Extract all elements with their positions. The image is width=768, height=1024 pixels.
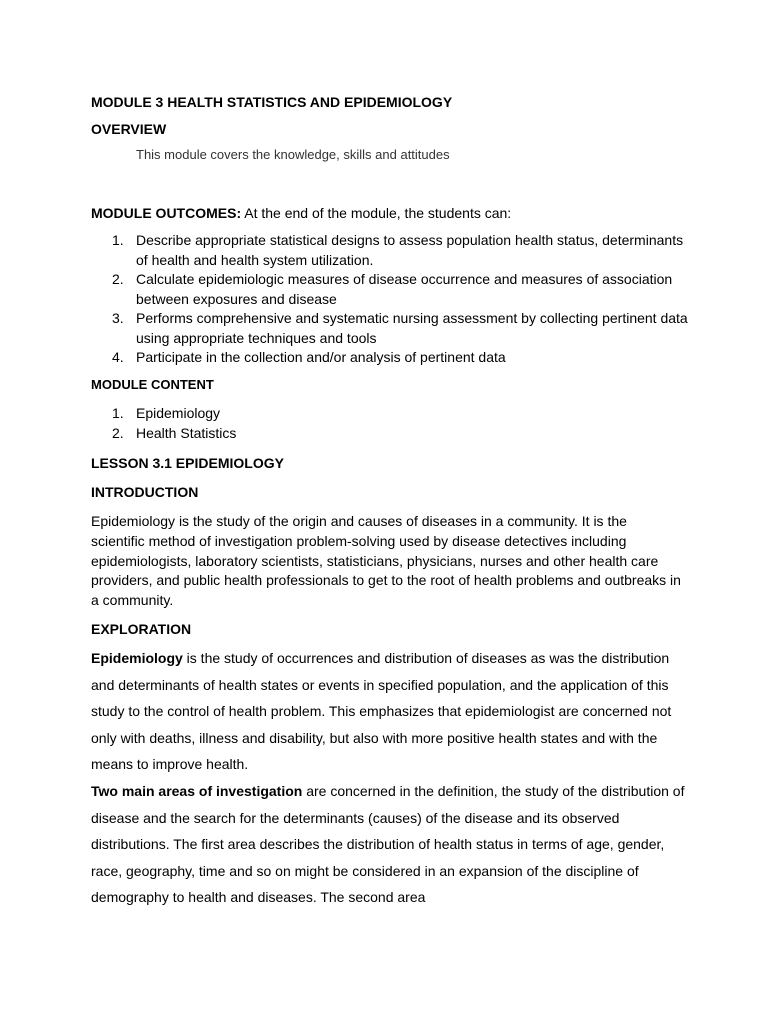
list-item [91,309,691,348]
introduction-heading: INTRODUCTION [91,484,199,500]
overview-text: This module covers the knowledge, skills and attitudes [136,147,450,162]
list-item [91,424,691,444]
module-outcomes-line [91,205,511,222]
list-item [91,404,691,424]
content-list [91,404,691,443]
list-item-text: Performs comprehensive and systematic nursing assessment by collecting pertinent data using appropriate techniques and tools [136,310,688,346]
exploration-paragraph-2 [91,778,691,911]
overview-heading: OVERVIEW [91,121,167,137]
list-item-text: Participate in the collection and/or analysis of pertinent data [136,349,506,365]
two-main-areas-term: Two main areas of investigation [91,783,303,799]
list-number: 4. [112,349,124,365]
list-item-text: Epidemiology [136,405,221,421]
list-number: 1. [112,405,124,421]
module-content-heading: MODULE CONTENT [91,377,214,392]
list-item-text: Describe appropriate statistical designs to assess population health status, determinants of health and health system utilization. [136,232,684,268]
list-item-text: Calculate epidemiologic measures of disease occurrence and measures of association between exposures and disease [136,271,673,307]
list-number: 1. [112,232,124,248]
list-number: 3. [112,310,124,326]
list-number: 2. [112,424,124,441]
outcomes-list [91,231,691,368]
exploration-heading: EXPLORATION [91,621,192,637]
list-item-text: Health Statistics [136,424,237,441]
exploration-paragraph-1 [91,645,691,778]
exploration-paragraph-1-text: is the study of occurrences and distribution of diseases as was the distribution and determinants of health states or events in specified population, and the application of this study to the control of health problem. This emphasizes that epidemiologist are concerned not only with deaths, illness and disability, but also with more positive health states and with the means to improve health. [91,650,672,772]
module-outcomes-intro: At the end of the module, the students can: [241,205,512,221]
list-item [91,270,691,309]
module-title: MODULE 3 HEALTH STATISTICS AND EPIDEMIOLOGY [91,94,453,110]
list-item [91,231,691,270]
list-number: 2. [112,271,124,287]
epidemiology-term: Epidemiology [91,650,183,666]
introduction-paragraph: Epidemiology is the study of the origin and causes of diseases in a community. It is the scientific method of investigation problem-solving used by disease detectives including epidemiologists, laboratory scientists, statisticians, physicians, nurses and other health care providers, and public health professionals to get to the root of health problems and outbreaks in a community. [91,513,681,609]
list-item [91,348,691,368]
lesson-heading: LESSON 3.1 EPIDEMIOLOGY [91,455,284,471]
exploration-paragraph-2-text: are concerned in the definition, the study of the distribution of disease and the search for the determinants (causes) of the disease and its observed distributions. The first area describes the distribution of health status in terms of age, gender, race, geography, time and so on might be considered in an expansion of the discipline of demography to health and diseases. The second area [91,783,685,905]
module-outcomes-label: MODULE OUTCOMES: [91,205,242,221]
